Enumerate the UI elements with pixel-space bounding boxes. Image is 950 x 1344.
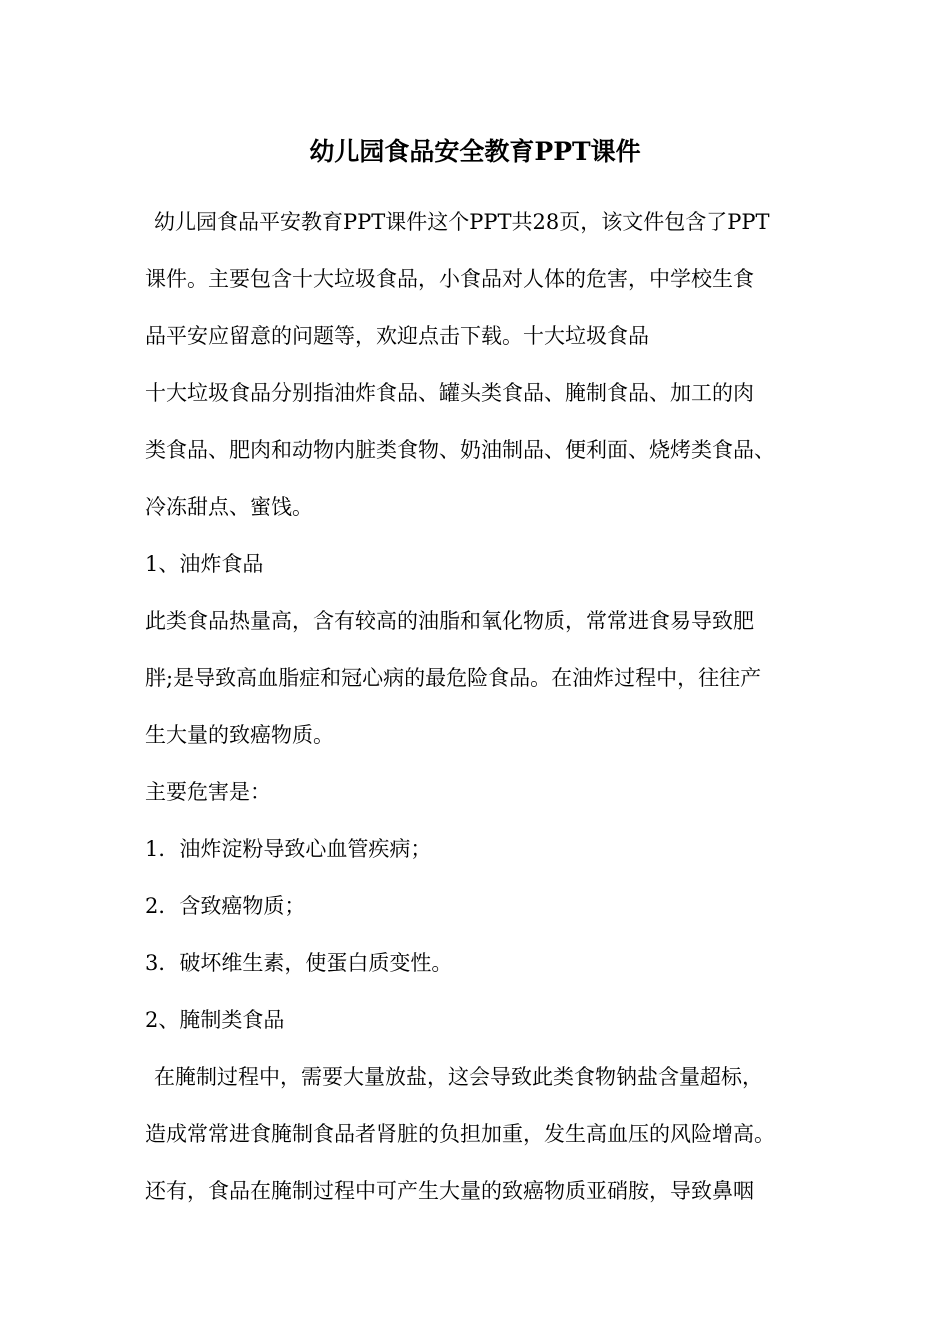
paragraph-line: 幼儿园食品平安教育PPT课件这个PPT共28页，该文件包含了PPT: [154, 210, 770, 234]
section-heading: 1、油炸食品: [145, 552, 264, 576]
paragraph-line: 十大垃圾食品分别指油炸食品、罐头类食品、腌制食品、加工的肉: [145, 381, 754, 405]
paragraph-line: 造成常常进食腌制食品者肾脏的负担加重，发生高血压的风险增高。: [145, 1122, 775, 1146]
paragraph-line: 在腌制过程中，需要大量放盐，这会导致此类食物钠盐含量超标，: [154, 1065, 763, 1089]
page-title: 幼儿园食品安全教育PPT课件: [309, 137, 641, 166]
paragraph-line: 此类食品热量高，含有较高的油脂和氧化物质，常常进食易导致肥: [145, 609, 754, 633]
paragraph-line: 生大量的致癌物质。: [145, 723, 334, 747]
paragraph-line: 品平安应留意的问题等，欢迎点击下载。十大垃圾食品: [145, 324, 649, 348]
paragraph-line: 冷冻甜点、蜜饯。: [145, 495, 313, 519]
paragraph-line: 主要危害是：: [145, 780, 271, 804]
list-item: 1．油炸淀粉导致心血管疾病；: [145, 837, 432, 861]
paragraph-line: 还有，食品在腌制过程中可产生大量的致癌物质亚硝胺，导致鼻咽: [145, 1179, 754, 1203]
paragraph-line: 课件。主要包含十大垃圾食品，小食品对人体的危害，中学校生食: [145, 267, 754, 291]
list-item: 3．破坏维生素，使蛋白质变性。: [145, 951, 453, 975]
list-item: 2．含致癌物质；: [145, 894, 306, 918]
section-heading: 2、腌制类食品: [145, 1008, 285, 1032]
paragraph-line: 类食品、肥肉和动物内脏类食物、奶油制品、便利面、烧烤类食品、: [145, 438, 775, 462]
paragraph-line: 胖;是导致高血脂症和冠心病的最危险食品。在油炸过程中，往往产: [145, 666, 762, 690]
